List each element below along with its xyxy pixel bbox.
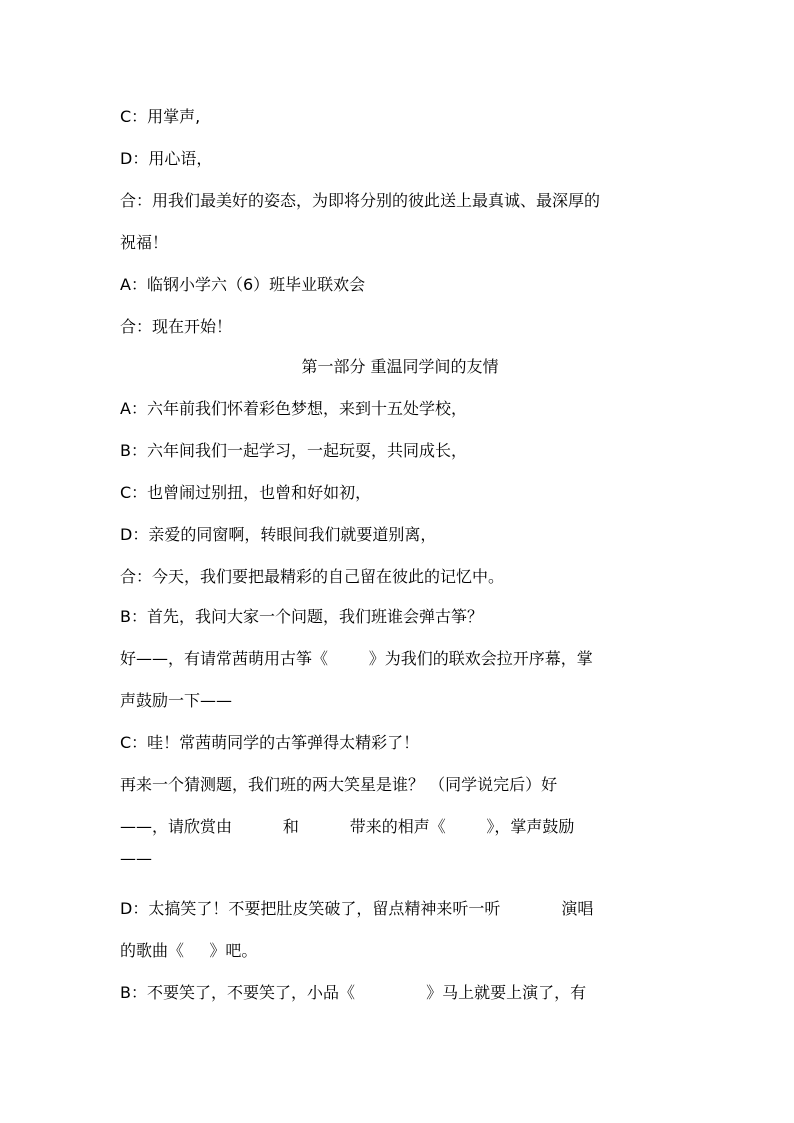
text-line: B：不要笑了，不要笑了，小品《 》马上就要上演了，有 xyxy=(120,983,587,1002)
text-line: C：也曾闹过别扭，也曾和好如初， xyxy=(120,483,372,502)
text-line: A：临钢小学六（6）班毕业联欢会 xyxy=(120,275,366,294)
text-line: 声鼓励一下—— xyxy=(120,691,233,710)
text-line: 祝福！ xyxy=(120,233,169,252)
text-line: 合：用我们最美好的姿态，为即将分别的彼此送上最真诚、最深厚的 xyxy=(120,191,601,210)
text-line: 再来一个猜测题，我们班的两大笑星是谁？ （同学说完后）好 xyxy=(120,775,558,794)
text-line: B：首先，我问大家一个问题，我们班谁会弹古筝？ xyxy=(120,607,483,626)
text-line: 合：现在开始！ xyxy=(120,317,233,336)
text-line: C：用掌声, xyxy=(120,107,201,126)
section-heading: 第一部分 重温同学间的友情 xyxy=(301,357,499,376)
text-line: 的歌曲《 》吧。 xyxy=(120,941,258,960)
text-line: 好——，有请常茜萌用古筝《 》为我们的联欢会拉开序幕，掌 xyxy=(120,649,593,668)
text-line: —— xyxy=(120,849,152,868)
text-line: D：用心语， xyxy=(120,149,213,168)
text-line: B：六年间我们一起学习，一起玩耍，共同成长， xyxy=(120,441,467,460)
text-line: D：亲爱的同窗啊，转眼间我们就要道别离， xyxy=(120,525,437,544)
text-line: ——，请欣赏由 和 带来的相声《 》，掌声鼓励 xyxy=(120,817,575,836)
text-line: C：哇！常茜萌同学的古筝弹得太精彩了！ xyxy=(120,733,420,752)
text-line: D：太搞笑了！不要把肚皮笑破了，留点精神来听一听 演唱 xyxy=(120,899,594,918)
text-line: A：六年前我们怀着彩色梦想，来到十五处学校， xyxy=(120,399,467,418)
text-line: 合：今天，我们要把最精彩的自己留在彼此的记忆中。 xyxy=(120,567,505,586)
